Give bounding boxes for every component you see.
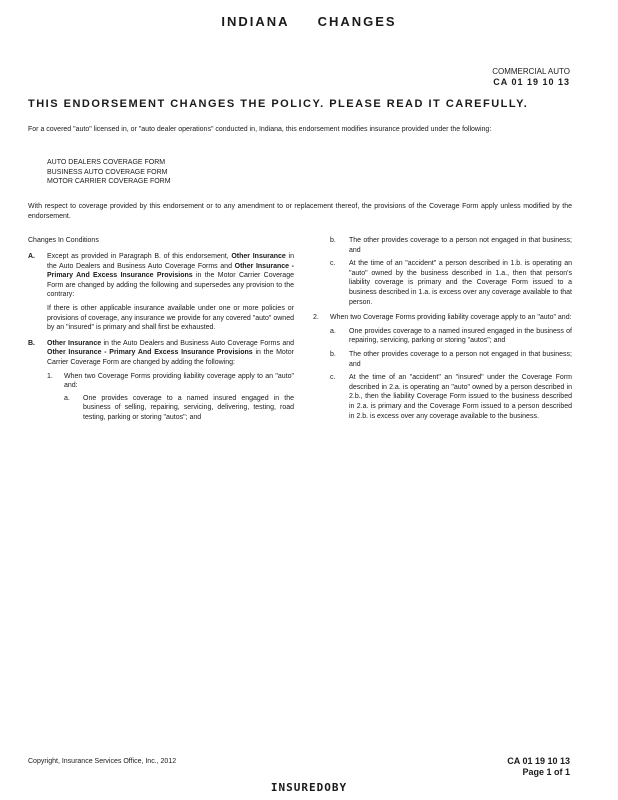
section-a-text: Except as provided in Paragraph B. of this endorsement, Other Insurance in the Auto Dealers and Business Auto Coverage Forms and Other Insurance - Primary And Excess Insurance Provisions in the Motor Carrier Coverage Form are changed by adding the following and supersedes any provision to the contrary: <box>47 253 294 299</box>
coverage-form-item: MOTOR CARRIER COVERAGE FORM <box>47 178 171 185</box>
form-line: COMMERCIAL AUTO <box>492 67 570 76</box>
section-b-item-2: 2. When two Coverage Forms providing liability coverage apply to an "auto" and: a. One provides coverage to a named insured engaged in the business of repairing, servicing, parking or storing "autos"; and b. The other provides coverage to a person not engaged in that business; and c. At the time of an "accident" an "insured" under the Coverage Form described in 2.a. is operating an "auto" owned by a person described in 2.b., then the liability Coverage Form issued to the business described in 2.a. is primary and the Coverage Form issued to a person described in 2.b. is excess over any coverage available to the business. <box>313 314 572 420</box>
footer-form-number: CA 01 19 10 13 <box>507 756 570 766</box>
respect-paragraph: With respect to coverage provided by this endorsement or to any amendment to or replacement thereof, the provisions of the Coverage Form apply unless modified by the endorsement. <box>28 203 572 220</box>
section-a <box>28 252 294 333</box>
page-title <box>0 14 618 29</box>
section-b <box>28 339 294 423</box>
item-2-text: When two Coverage Forms providing liability coverage apply to an "auto" and: <box>330 314 572 322</box>
item-1a: a. One provides coverage to a named insured engaged in the business of selling, repairing, servicing, delivering, testing, road testing, parking or storing "autos"; and <box>64 394 294 421</box>
form-identifier <box>492 66 570 88</box>
right-column <box>313 236 572 421</box>
section-b-text: Other Insurance in the Auto Dealers and Business Auto Coverage Forms and Other Insurance - Primary And Excess Insurance Provisions in the Motor Carrier Coverage Form are changed by adding the following: <box>47 339 295 366</box>
item-1-text: When two Coverage Forms providing liability coverage apply to an "auto" and: <box>64 372 294 390</box>
watermark: INSUREDOBY <box>270 781 348 794</box>
left-column <box>28 252 294 423</box>
coverage-forms-list <box>47 158 171 187</box>
section-heading: Changes In Conditions <box>28 237 99 244</box>
coverage-form-item: BUSINESS AUTO COVERAGE FORM <box>47 168 168 176</box>
page-indicator: Page 1 of 1 <box>522 767 570 777</box>
copyright-notice: Copyright, Insurance Services Office, Inc., 2012 <box>28 758 177 765</box>
item-2a: a. One provides coverage to a named insured engaged in the business of repairing, servicing, parking or storing "autos"; and <box>330 327 572 345</box>
coverage-form-item: AUTO DEALERS COVERAGE FORM <box>47 159 166 166</box>
item-2c: c. At the time of an "accident" an "insured" under the Coverage Form described in 2.a. is operating an "auto" owned by a person described in 2.b., then the liability Coverage Form issued to the business described in 2.a. is primary and the Coverage Form issued to a person described in 2.b. is excess over any coverage available to the business. <box>330 374 572 420</box>
section-b-label: B. <box>28 339 35 347</box>
title-state: INDIANA <box>221 14 290 29</box>
item-2b: b. The other provides coverage to a person not engaged in that business; and <box>330 350 572 368</box>
endorsement-notice: THIS ENDORSEMENT CHANGES THE POLICY. PLEASE READ IT CAREFULLY. <box>28 98 529 110</box>
section-b-item-1: 1. When two Coverage Forms providing liability coverage apply to an "auto" and: a. One provides coverage to a named insured engaged in the business of selling, repairing, servicing, delivering, testing, road testing, parking or storing "autos"; and <box>47 372 294 421</box>
item-1c: c. At the time of an "accident" a person described in 1.b. is operating an "auto" owned by the business described in 1.a., then that person's liability coverage is primary and the Coverage Form issued to a business described in 1.a. is excess over any coverage available to that person. <box>330 260 572 306</box>
form-number: CA 01 19 10 13 <box>493 77 570 87</box>
section-a-para2: If there is other applicable insurance available under one or more policies or provisions of coverage, any insurance we provide for any covered "auto" owned by an "insured" is primary and shall first be exhausted. <box>47 304 294 332</box>
section-a-label: A. <box>28 253 35 260</box>
title-changes: CHANGES <box>317 14 397 29</box>
intro-paragraph: For a covered "auto" licensed in, or "auto dealer operations" conducted in, Indiana, this endorsement modifies insurance provided under the following: <box>28 126 492 133</box>
footer-form-info <box>507 756 570 778</box>
item-1b: b. The other provides coverage to a person not engaged in that business; and <box>330 237 572 254</box>
